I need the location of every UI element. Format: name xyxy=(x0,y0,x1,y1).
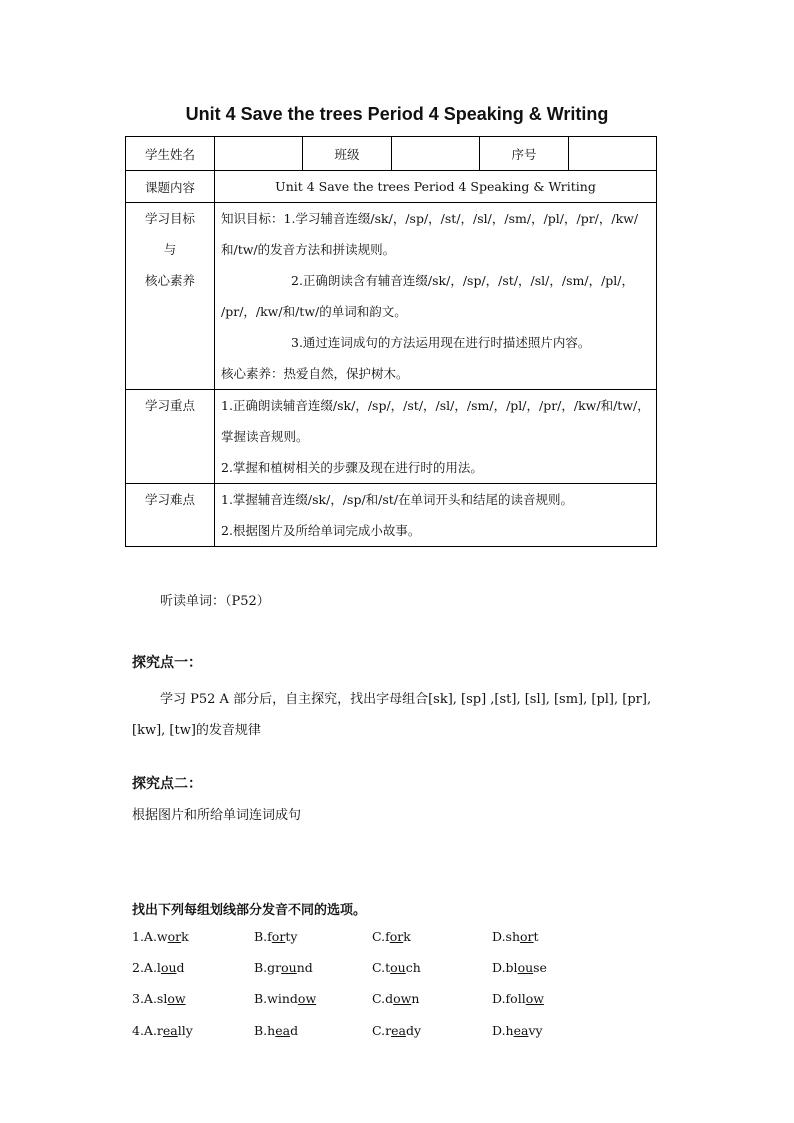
option-b[interactable] xyxy=(254,960,313,975)
underlined-letters: or xyxy=(389,929,404,944)
difficulty-content xyxy=(215,484,657,547)
option-a[interactable] xyxy=(132,929,189,944)
table-row xyxy=(126,484,657,547)
option-b[interactable] xyxy=(254,1023,298,1038)
option-text: D.foll xyxy=(492,991,526,1006)
underlined-letters: ou xyxy=(281,960,297,975)
goals-label xyxy=(126,203,215,390)
option-text: d xyxy=(176,960,185,975)
underlined-letters: ou xyxy=(390,960,406,975)
option-text: ch xyxy=(405,960,421,975)
option-text: D.bl xyxy=(492,960,518,975)
key-points-content xyxy=(215,390,657,484)
goals-line: 3.通过连词成句的方法运用现在进行时描述照片内容。 xyxy=(291,335,591,350)
difficulty-line: 2.根据图片及所给单词完成小故事。 xyxy=(221,523,421,538)
option-text: D.sh xyxy=(492,929,521,944)
goals-line: 和/tw/的发音方法和拼读规则。 xyxy=(221,242,396,257)
explore-2-line: 根据图片和所给单词连词成句 xyxy=(132,808,302,823)
class-field[interactable] xyxy=(392,137,480,171)
underlined-letters: or xyxy=(271,929,286,944)
goals-label-line: 学习目标 xyxy=(144,211,195,226)
option-a[interactable] xyxy=(132,991,186,1006)
option-text: B.h xyxy=(254,1023,276,1038)
seat-field[interactable] xyxy=(569,137,657,171)
table-row xyxy=(126,137,657,171)
option-text: B.wind xyxy=(254,991,298,1006)
option-a[interactable] xyxy=(132,1023,193,1038)
option-text: n xyxy=(411,991,420,1006)
student-name-field[interactable] xyxy=(215,137,303,171)
underlined-letters: ea xyxy=(513,1023,529,1038)
underlined-letters: ea xyxy=(391,1023,406,1038)
option-d[interactable] xyxy=(492,929,539,944)
underlined-letters: or xyxy=(520,929,534,944)
option-c[interactable] xyxy=(372,960,421,975)
option-text: D.h xyxy=(492,1023,514,1038)
option-b[interactable] xyxy=(254,929,297,944)
underlined-letters: ou xyxy=(517,960,534,975)
table-row xyxy=(126,171,657,203)
option-c[interactable] xyxy=(372,991,419,1006)
option-text: t xyxy=(533,929,539,944)
topic-value: Unit 4 Save the trees Period 4 Speaking & Writing xyxy=(215,171,657,203)
option-a[interactable] xyxy=(132,960,185,975)
exercise-heading: 找出下列每组划线部分发音不同的选项。 xyxy=(132,903,367,918)
option-text: 2.A.l xyxy=(132,960,161,975)
key-points-label: 学习重点 xyxy=(126,390,215,484)
student-name-label: 学生姓名 xyxy=(126,137,215,171)
option-text: C.r xyxy=(372,1023,392,1038)
goals-label-line: 核心素养 xyxy=(144,273,195,288)
underlined-letters: ou xyxy=(160,960,177,975)
option-c[interactable] xyxy=(372,1023,421,1038)
option-c[interactable] xyxy=(372,929,411,944)
option-text: k xyxy=(403,929,411,944)
option-text: d xyxy=(290,1023,299,1038)
option-text: dy xyxy=(405,1023,422,1038)
option-d[interactable] xyxy=(492,991,544,1006)
goals-line: 2.正确朗读含有辅音连缀/sk/，/sp/，/st/，/sl/，/sm/，/pl/， xyxy=(291,273,634,288)
option-text: ty xyxy=(285,929,298,944)
info-table xyxy=(125,136,657,547)
goals-content xyxy=(215,203,657,390)
difficulty-line: 1.掌握辅音连缀/sk/，/sp/和/st/在单词开头和结尾的读音规则。 xyxy=(221,492,574,507)
goals-line: /pr/，/kw/和/tw/的单词和韵文。 xyxy=(221,304,407,319)
option-text: 3.A.sl xyxy=(132,991,168,1006)
underlined-letters: ea xyxy=(275,1023,291,1038)
underlined-letters: or xyxy=(167,929,182,944)
underlined-letters: ow xyxy=(393,991,412,1006)
seat-label: 序号 xyxy=(480,137,569,171)
document-title: Unit 4 Save the trees Period 4 Speaking & Writing xyxy=(185,104,609,124)
key-point-line: 掌握读音规则。 xyxy=(221,429,309,444)
key-point-line: 2.掌握和植树相关的步骤及现在进行时的用法。 xyxy=(221,460,483,475)
option-text: C.f xyxy=(372,929,390,944)
topic-label: 课题内容 xyxy=(126,171,215,203)
option-d[interactable] xyxy=(492,960,547,975)
underlined-letters: ow xyxy=(167,991,186,1006)
explore-1-heading: 探究点一： xyxy=(132,655,202,671)
class-label: 班级 xyxy=(303,137,392,171)
goals-line: 核心素养：热爱自然，保护树木。 xyxy=(221,366,409,381)
difficulty-label: 学习难点 xyxy=(126,484,215,547)
goals-label-line: 与 xyxy=(163,242,177,257)
explore-1-line: [kw], [tw]的发音规律 xyxy=(132,723,261,738)
underlined-letters: ow xyxy=(297,991,317,1006)
key-point-line: 1.正确朗读辅音连缀/sk/，/sp/，/st/，/sl/，/sm/，/pl/，/pr/，/kw/和/tw/， xyxy=(221,398,650,413)
table-row xyxy=(126,203,657,390)
option-d[interactable] xyxy=(492,1023,543,1038)
goals-line: 知识目标：1.学习辅音连缀/sk/，/sp/，/st/，/sl/，/sm/，/pl/，/pr/，/kw/ xyxy=(221,211,639,226)
option-text: vy xyxy=(528,1023,543,1038)
table-row xyxy=(126,390,657,484)
option-text: C.t xyxy=(372,960,391,975)
option-text: se xyxy=(533,960,547,975)
option-text: k xyxy=(181,929,189,944)
underlined-letters: ow xyxy=(525,991,544,1006)
explore-2-heading: 探究点二： xyxy=(132,776,202,792)
option-text: lly xyxy=(177,1023,193,1038)
option-text: 1.A.w xyxy=(132,929,168,944)
option-text: nd xyxy=(296,960,313,975)
option-text: 4.A.r xyxy=(132,1023,163,1038)
listen-instruction: 听读单词：（P52） xyxy=(160,594,270,609)
option-text: B.f xyxy=(254,929,272,944)
option-b[interactable] xyxy=(254,991,316,1006)
underlined-letters: ea xyxy=(162,1023,178,1038)
option-text: B.gr xyxy=(254,960,282,975)
option-text: C.d xyxy=(372,991,394,1006)
explore-1-line: 学习 P52 A 部分后，自主探究，找出字母组合[sk], [sp] ,[st], [sl], [sm], [pl], [pr], xyxy=(160,692,652,707)
